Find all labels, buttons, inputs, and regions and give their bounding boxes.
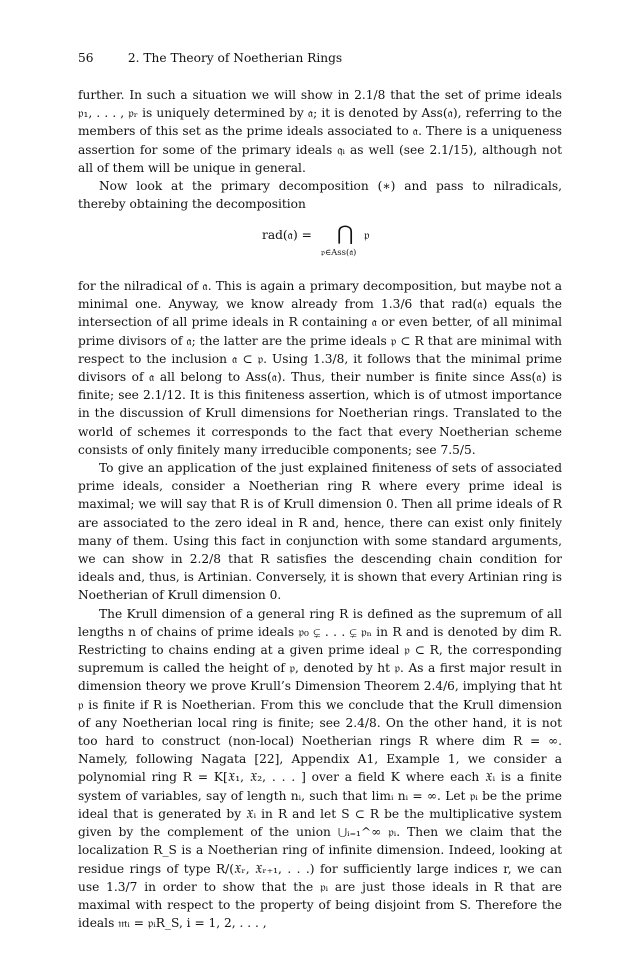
paragraph-nilradical-finiteness: for the nilradical of 𝔞. This is again a primary decomposition, but maybe not a minimal one. Anyway, we know already from 1.3/6 that rad(𝔞) equals the intersection of all prime ideals in R containing 𝔞 or even better, of all minimal prime divisors of 𝔞; the latter are the prime ideals 𝔭 ⊂ R that are minimal with respect to the inclusion 𝔞 ⊂ 𝔭. Using 1.3/8, it follows that the minimal prime divisors of 𝔞 all belong to Ass(𝔞). Thus, their number is finite since Ass(𝔞) is finite; see 2.1/12. It is this finiteness assertion, which is of utmost importance in the discussion of Krull dimensions for Noetherian rings. Translated to the world of schemes it corresponds to the fact that every Noetherian scheme consists of only finitely many irreducible components; see 7.5/5. xyxy=(78,279,562,457)
paragraph-nilradicals: Now look at the primary decomposition (∗) and pass to nilradicals, thereby obtaining the decomposition xyxy=(78,179,562,212)
paragraph-artinian: To give an application of the just explained finiteness of sets of associated prime ideals, consider a Noetherian ring R where every prime ideal is maximal; we will say that R is of Krull dimension 0. Then all prime ideals of R are associated to the zero ideal in R and, hence, there can exist only finitely many of them. Using this fact in conjunction with some standard arguments, we can show in 2.2/8 that R satisfies the descending chain condition for ideals and, thus, is Artinian. Conversely, it is shown that every Artinian ring is Noetherian of Krull dimension 0. xyxy=(78,461,562,603)
formula-lhs: rad(𝔞) = xyxy=(262,228,312,242)
formula-index: 𝔭∈Ass(𝔞) xyxy=(321,248,357,258)
paragraph-associated-primes: further. In such a situation we will show in 2.1/8 that the set of prime ideals 𝔭₁, . . . , 𝔭ᵣ is uniquely determined by 𝔞; it is denoted by Ass(𝔞), referring to the members of this set as the prime ideals associated to 𝔞. There is a uniqueness assertion for some of the primary ideals 𝔮ᵢ as well (see 2.1/15), although not all of them will be unique in general. xyxy=(78,88,562,175)
display-formula xyxy=(0,221,638,264)
running-title: 2. The Theory of Noetherian Rings xyxy=(127,51,343,65)
running-head xyxy=(78,50,560,66)
paragraph-krull-dimension: The Krull dimension of a general ring R is defined as the supremum of all lengths n of chains of prime ideals 𝔭₀ ⊊ . . . ⊊ 𝔭ₙ in R and is denoted by dim R. Restricting to chains ending at a given prime ideal 𝔭 ⊂ R, the corresponding supremum is called the height of 𝔭, denoted by ht 𝔭. As a first major result in dimension theory we prove Krull’s Dimension Theorem 2.4/6, implying that ht 𝔭 is finite if R is Noetherian. From this we conclude that the Krull dimension of any Noetherian local ring is finite; see 2.4/8. On the other hand, it is not too hard to construct (non-local) Noetherian rings R where dim R = ∞. Namely, following Nagata [22], Appendix A1, Example 1, we consider a polynomial ring R = K[𝔛₁, 𝔛₂, . . . ] over a field K where each 𝔛ᵢ is a finite system of variables, say of length nᵢ, such that limᵢ nᵢ = ∞. Let 𝔭ᵢ be the prime ideal that is generated by 𝔛ᵢ in R and let S ⊂ R be the multiplicative system given by the complement of the union ⋃ᵢ₌₁^∞ 𝔭ᵢ. Then we claim that the localization R_S is a Noetherian ring of infinite dimension. Indeed, looking at residue rings of type R/(𝔛ᵣ, 𝔛ᵣ₊₁, . . .) for sufficiently large indices r, we can use 1.3/7 in order to show that the 𝔭ᵢ are just those ideals in R that are maximal with respect to the property of being disjoint from S. Therefore the ideals 𝔪ᵢ = 𝔭ᵢR_S, i = 1, 2, . . . , xyxy=(78,606,562,931)
formula-intersection-symbol: ⋂ xyxy=(337,221,354,245)
text-block-top xyxy=(78,86,562,213)
text-block-main xyxy=(78,277,562,932)
formula-rhs: 𝔭 xyxy=(364,228,370,242)
page-number: 56 xyxy=(78,51,94,65)
